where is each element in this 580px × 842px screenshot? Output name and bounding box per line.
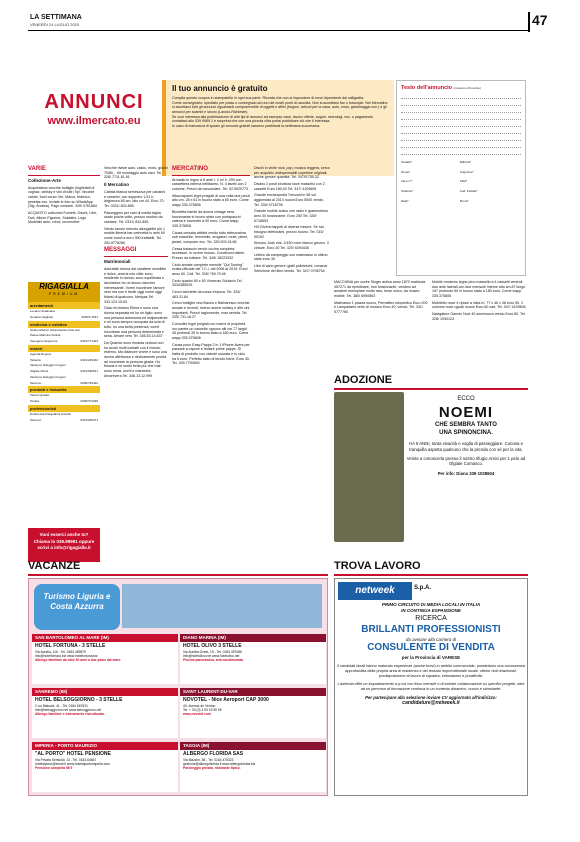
page-number-bar (528, 12, 530, 32)
list-item: Adorabile donna dal carattere sensibile e dolce, ama la mia città: sono residente in donna, sono equilibrata e lavoratrice ho un lavoro davvero interessante. Vorrei incontrare l'amore vero ma non è facile oggi come oggi fidarsi di qualcuno. Medyas Tel. 333.123.15.63 (104, 266, 167, 304)
mercatino-subhead: Il Mercatino (104, 182, 130, 188)
list-item: Da Quando sono rimasta vedova non ho avuto molti contatti con il mondo esterno. Ma disimore vivere e sono una donna affettuosa e decisamente pronta ad incontrare la persona giusta. Ho fiducia e mi sento bella pur che mai: sono mora, occhi e mandorla. Amorevera Tel. 346.13.12.999 (104, 340, 167, 378)
hotel-card[interactable]: IMPERIA - PORTO MAURIZIO "AL PORTO" HOTEL PENSIONE Via Privata Serisoldi, 13 - Tel. 0183.64867 hotelalporto@email.it www.hotelalportoimperia.com Pensione completa 58 € (32, 742, 178, 792)
dir-section-head: professionisti (28, 405, 100, 412)
dischi-column (254, 166, 330, 275)
list-item: Kimono Judo mis. 2/150 color bianco grezzo. 3 cinture. Euro 20 Tel. 320/ 6394436 (254, 241, 329, 251)
field-nome[interactable]: Nome* (401, 169, 411, 174)
field-telefono[interactable]: Telefono* (401, 189, 414, 194)
list-item: Divano 2 posti struttura noce massello con 2 cassetti Euro 180,00 Tel. 347/ 4109606 (254, 182, 325, 191)
mercatino-column (172, 166, 250, 368)
list-item: Cerco biciclette da corsa d'epoca. Tel. 333/ 463.31.84 (172, 289, 241, 299)
list-item: Mobile moderno legno pino massello a 4 cassetti centrali due ante laterali con due mensole interne alto cm.87 lungo 167 profondo 50 in buono stato a 180 euro. Come wapp 335.375808 (432, 280, 526, 299)
candidature-email[interactable]: candidature@netweek.it (402, 700, 460, 707)
coupon-fields[interactable] (401, 155, 521, 204)
field-citta[interactable]: Città* (459, 179, 468, 184)
mobile-column (432, 280, 528, 323)
dog-name: NOEMI (438, 403, 494, 421)
list-item: Navigatore Garmin Nuvi 40 seminuovo vendo Euro 80. Tel. 328/ 1930124 (432, 312, 526, 321)
page-number: 47 (532, 12, 548, 28)
list-item: Cedo annate complete mensile "Qui Touring" rivista ufficiale del T.C.I. dal 2006 al 2019. Euro/ anno 60. Cell. Tel. 339/ 769.79.46 (172, 262, 248, 276)
field-firma[interactable]: Firma* (459, 198, 469, 203)
matrimoniali-heading: Matrimoniali (104, 259, 131, 265)
list-item: Acquistiamo vecchie bottiglie (bigliettati di cognac, whisky e vini di tutti i tipi. Vecchie valute, fuori corso: lire, Marco, tedesco, pesetas ecc. Inviate le foto su WhatsApp (Sig. Andrea). Pago contanti. 349/ 0761884 (28, 185, 97, 209)
hotel-card[interactable]: SAINT LAURENT-DU-VAR NOVOTEL - Nice Aeroport CAP 3000 40, Avenue de Verdun Tel. + 33 (0) 4 93 19 55 55 www.novotel.com (180, 688, 326, 738)
annunci-title: ANNUNCI (44, 91, 144, 113)
job-ad-text: PRIMO CIRCUITO DI MEDIA LOCALI IN ITALIA IN CONTINUA ESPANSIONE RICERCA BRILLANTI PROFESSIONISTI da avviare alla carriera di CONSULENTE DI VENDITA per la Provincia di VARESE Il candidati ideali hanno maturato esperienze (anche brevi) in ambito commerciale, possiedono una conoscenza approfondita della propria area di residenza e del tessuto imprenditoriale locale, ottime doti relazionali, predisposizione al lavoro di squadra, entusiasmo e proattività. L'azienda offre un inquadramento a p.iva con fisso mensile o di iniziale collaborazione su specifici progetti, oltre ad un percorso di formazione continua in un contesto dinamico, nuovo e stimolante. Per partecipare alla selezione inviare CV aggiornato all'indirizzo: candidature@netweek.it (337, 602, 525, 707)
field-testata[interactable]: Testata* (401, 159, 412, 164)
list-item: Grande mobile antico con radio e grammofono anni 30 funzionante. Euro 250 Tel. 339/ 5718853 (254, 209, 329, 223)
annunci-banner (28, 86, 160, 144)
list-item: Grande enciclopedia Treccani in 58 vol aggiornata al 2013 nuova Euro 5000 vendo. Tel. 339/ 5718795 (254, 193, 324, 207)
mercatino-heading: MERCATINO (172, 166, 250, 176)
messaggi-heading: MESSAGGI (104, 247, 168, 257)
hotel-card[interactable]: SANREMO (IM) HOTEL BELSOGGIORNO - 3 STELLE C.so Matuzia, 41 - Tel. 0184 667631 info@belsoggiorno.net www.belsoggiorno.net Albergo familiare e interamente ristrutturato. (32, 688, 178, 738)
list-item: Comodini legni pregiati con marmi di proprietà oro parete un cassetto ognuno alti cm.77 larghi 45 profondi 39 in buono stato a 180 euro. Come wapp 335.375808 (172, 321, 249, 340)
free-ad-text-4: In caso di mancanza di spazio gli annunci gratuiti saranno pubblicati la settimana successiva. (172, 124, 321, 129)
field-cognome[interactable]: Cognome* (459, 169, 474, 174)
hotel-card[interactable]: SAN BARTOLOMEO AL MARE (IM) HOTEL FORTUNA - 3 STELLE Via Aurelia, 116 - Tel. 0183 489875 info@hotelfortuna.biz www.hotelfortuna.biz Albergo familiare da oltre 30 anni a due passi dal mare. (32, 634, 178, 684)
varie-column (28, 166, 100, 227)
field-rubrica[interactable]: Rubrica* (459, 159, 472, 164)
trova-lavoro-heading: TROVA LAVORO (334, 560, 528, 576)
turismo-liguria-logo: Turismo Liguria e Costa Azzurra (34, 584, 120, 630)
dir-section-head: motori (28, 345, 100, 352)
free-ad-text-3: Se vuoi interessa alla pubblicazione di altri tipi di annunci ad esempio case, lavoro offerte, auguri, necrologi, ecc. o pagamento contattaci allo 039.9969.1 e scoprirai che con una piccola cifra potrai pubblicare ciò che ti interessa. (172, 114, 373, 124)
list-item: Attaccapanni legni pregiati di una volta due pezzi alto cm. 28 x 61 in buono stato a 60 euro. Come wapp 335.375808 (172, 193, 250, 208)
netweek-logo: netweek (338, 582, 412, 600)
vuoi-esserci-banner[interactable]: Vuoi esserci anche tu? Chiama lo 039.99991 oppure scrivi a info@rigagialla.it (28, 528, 100, 562)
field-codice-fiscale[interactable]: Cod. Fiscale* (459, 189, 478, 194)
field-via[interactable]: Via e n°* (401, 179, 413, 184)
free-ad-text-1: Compila questo coupon in stampatello in ogni sua parte. Ricorda che non si rispondere di errori dipendenti dal calligrafia. (172, 96, 364, 100)
list-item: Libri di vario genere: gialli polizieschi, romanzi. Selezione del libro vendo. Tel. 347/ 0706754 (254, 264, 329, 273)
list-item: MACCHINA per cucire Singer antica anno 1870 matricola 457271 da ripristinare, non funzionante, vendesi ad amatore esemplare molto raro, forse unico, da museo mobile. Tel. 380/ 6990863 (334, 280, 426, 299)
ad-coupon-form[interactable] (396, 80, 526, 276)
dog-photo (334, 392, 404, 542)
netweek-spa: S.p.A. (414, 585, 432, 591)
list-item: Materasso 1 piazza nuovo, Permaflex ortopedico Euro 200 e Lampadario vetro di murano Euro 40, vendo. Tel. 331/ 5777760 (334, 300, 428, 315)
coupon-title: Testo dell'annuncio (massimo 20 parole) (401, 85, 481, 91)
rigagialla-directory: arredamenti Luciano Scadolara Gorlaca Cagliotto 0236/6 1631 medicina e estetica Studio Medico Odontoiatrico Dott.ssa Paese Mannino Felicia Venegono Superiore 0331/771423 motori Agenda Rogora Tarlenta 0331/249432 VanHyos Noleggio Furgoni Olgiate Olona 0331/630641 VanHyos Noleggio Furgoni Saronno 0296/784442 prodotti e industria Vendo Quadro Tocata 0296/701299 professionisti Dottoressa Pasqualina Amodio Saronno 0331/260271 (30, 303, 98, 422)
issue-date: VENERDI 24 LUGLIO 2020 (30, 22, 80, 27)
list-item: Passeggino per cani di media taglia usato poche volte, prezzo modico da valutare. Tel. 0331/ 832.895. (104, 210, 163, 224)
list-item: Vecchie riviste auto, calcio, moto, giochi 70/80... Kit montaggio auto navi. Tel. 328/ 7711.61.81. (104, 166, 168, 180)
collezione-heading: Collezione-Arte (28, 177, 62, 183)
macchina-column (334, 280, 428, 317)
hotel-card[interactable]: DIANO MARINA (IM) HOTEL OLIVO 3 STELLE Via Aurelia Ovest, 19 - Tel. 0183 497086 info@hotelolivo.net www.hotelolivo.net Piscina panoramica, aria condizionata. (180, 634, 326, 684)
adozione-heading: ADOZIONE (334, 374, 528, 390)
list-item: Lettino da campeggio con materasso in ottimo stato euro 30 (254, 252, 328, 262)
list-item: Causa poco Easy-Papps 2 in 1 iPhone Avent per passare a vapore e frullare prime pappe. Si tratta di prodotto con valvole usurata e lo ciclo ha 5 euro. Perfetto stato di tenuto bene. Euro 30. Tel. 339.7700840 (172, 342, 250, 366)
list-item: Causa cessata attività vendo tutto attrezzatura sub maschile, femminile, erogatori, mute, pinne, jacket, computer ecc. Tel. 339.903.34.66 (172, 230, 249, 244)
messaggi-column (104, 166, 168, 380)
free-ad-text-2: Come consegnarlo: spedisilo per posta o consegnalo ad uno dei nostri punti di raccolta. Non si accettano fax o fotocopie. Nel Mercatino si accettano tutti gli annunci riguardanti compravendite di oggetti e affini (furgoni, articoli per la casa, auto, moto, giardinaggio ecc.) e gli annunci per scambi e lavoro (Lavoro-Richieste). (172, 100, 388, 115)
dir-section-head: prodotti e industria (28, 386, 100, 393)
list-item: HO Diversi tappeti di diverse misure. Se hai bisogno telefonami, prezzo buono. Tel. 015/ 99192 (254, 225, 324, 239)
adozione-text: ECCO NOEMI CHE SEMBRA TANTO UNA SPINONCINA. HA 8 ANNI, tanta vivacità e voglia di passeggiare. Curiosa e tranquilla aspetta qualcuno che la prenda con sé per la vita. Venite a conoscerla presso il nostro rifugio Amici per 1 pelo ad Olgiate Comasco. Per info: Diana 339 1028604 (404, 396, 528, 476)
list-item: Armadio in legno a 6 ante l. 3 m! h. 290 con cassettiera interna bellissimo. N. 4 lavelli con 2 colonne. Prezzi da concordare. Tel. 02.9020773 (172, 177, 249, 192)
free-ad-info-box (162, 80, 394, 176)
newspaper-name: LA SETTIMANA (30, 14, 82, 21)
coastline-photo (122, 584, 322, 628)
list-item: Cerco bottiglie vino Barolo e Barbaresco vecchie annate e recenti, ricerco anche whisky e altri vini importanti. Prezzi ragionevole, max serietà. Tel. 335/ 731.16.27 (172, 301, 250, 320)
list-item: Cedo quadro 60 x 50 Vincenzo Schiavio Tel. 3334385519. (172, 278, 243, 288)
list-item: Dischi in vinile rock, pop, musica leggera, cerco per acquisto, indispensabili copertine originali, anche grosse quantità. Tel. 34791750.32 (254, 166, 330, 180)
annunci-url[interactable]: www.ilmercato.eu (47, 115, 141, 127)
header-rule (28, 30, 528, 31)
varie-heading: VARIE (28, 166, 100, 176)
free-ad-title: Il tuo annuncio è gratuito (172, 84, 268, 93)
list-item: Cessa tralascio vendo cucina completa accessori, in rovere mosso. Condizioni ottime. Prezzo da trattare. Tel. 349/ 18223332 (172, 246, 246, 260)
field-data[interactable]: Data* (401, 198, 409, 203)
dir-section-head: arredamenti (28, 302, 100, 309)
list-item: Gaia mi chiamo Elena e sono una donna separata ed ho un figlio: sono una persona autonoma ed indipendente e mi sono sempre occupata da sola di tutto, ho una bella presenza; vorrei incontrare una persona determinata e seria. Amare vero Tel. 346.53.14.637 (104, 306, 168, 339)
list-item: ACQUISTO collezioni Fumetti, Dischi, Libri, Dvd, Album Figurine, Soldatini, Lego Modellini auto, robot, locomotive (28, 211, 98, 225)
dir-section-head: medicina e estetica (28, 321, 100, 328)
hotel-card[interactable]: TAGGIA (IM) ALBERGO FLORIDA SAS Via Mazzini, 58 - Tel. 0184 475323 gestione@albergoflorida.it www.albergoflorida.biz Parcheggio privato, ristorante tipico. (180, 742, 326, 792)
rigagialla-logo: RIGAGIALLA PREMIUM (28, 282, 100, 302)
list-item: Mobiletto noce 4 ripiani a vista m. 77 x 48 x 36 euro 50, 2 colonne noce uguali nuove Euro 60 cad. Tel. 347/ 4109606 (432, 300, 526, 310)
vacanze-heading: VACANZE (28, 560, 328, 576)
list-item: Bicicletta bambi da donna vintage nera funzionante in buono stato con portapacchi catena e lucchetto a 90 euro. Come wapp 335.375808 (172, 209, 241, 228)
list-item: Cabbia bianca seminuova per canarini e canarini, con supporto 1,51 h, larghezza 65 cm, lato cm 44. Euro 70. Tel. 0331/ 832.895. (104, 189, 166, 208)
list-item: Vendo tavolo rotondo allungabile più 1 mobile libreria bar vetrinetta tv anni 60 come nuovi a euro 300 trattabili. Tel. 392.8778266 (104, 226, 165, 245)
